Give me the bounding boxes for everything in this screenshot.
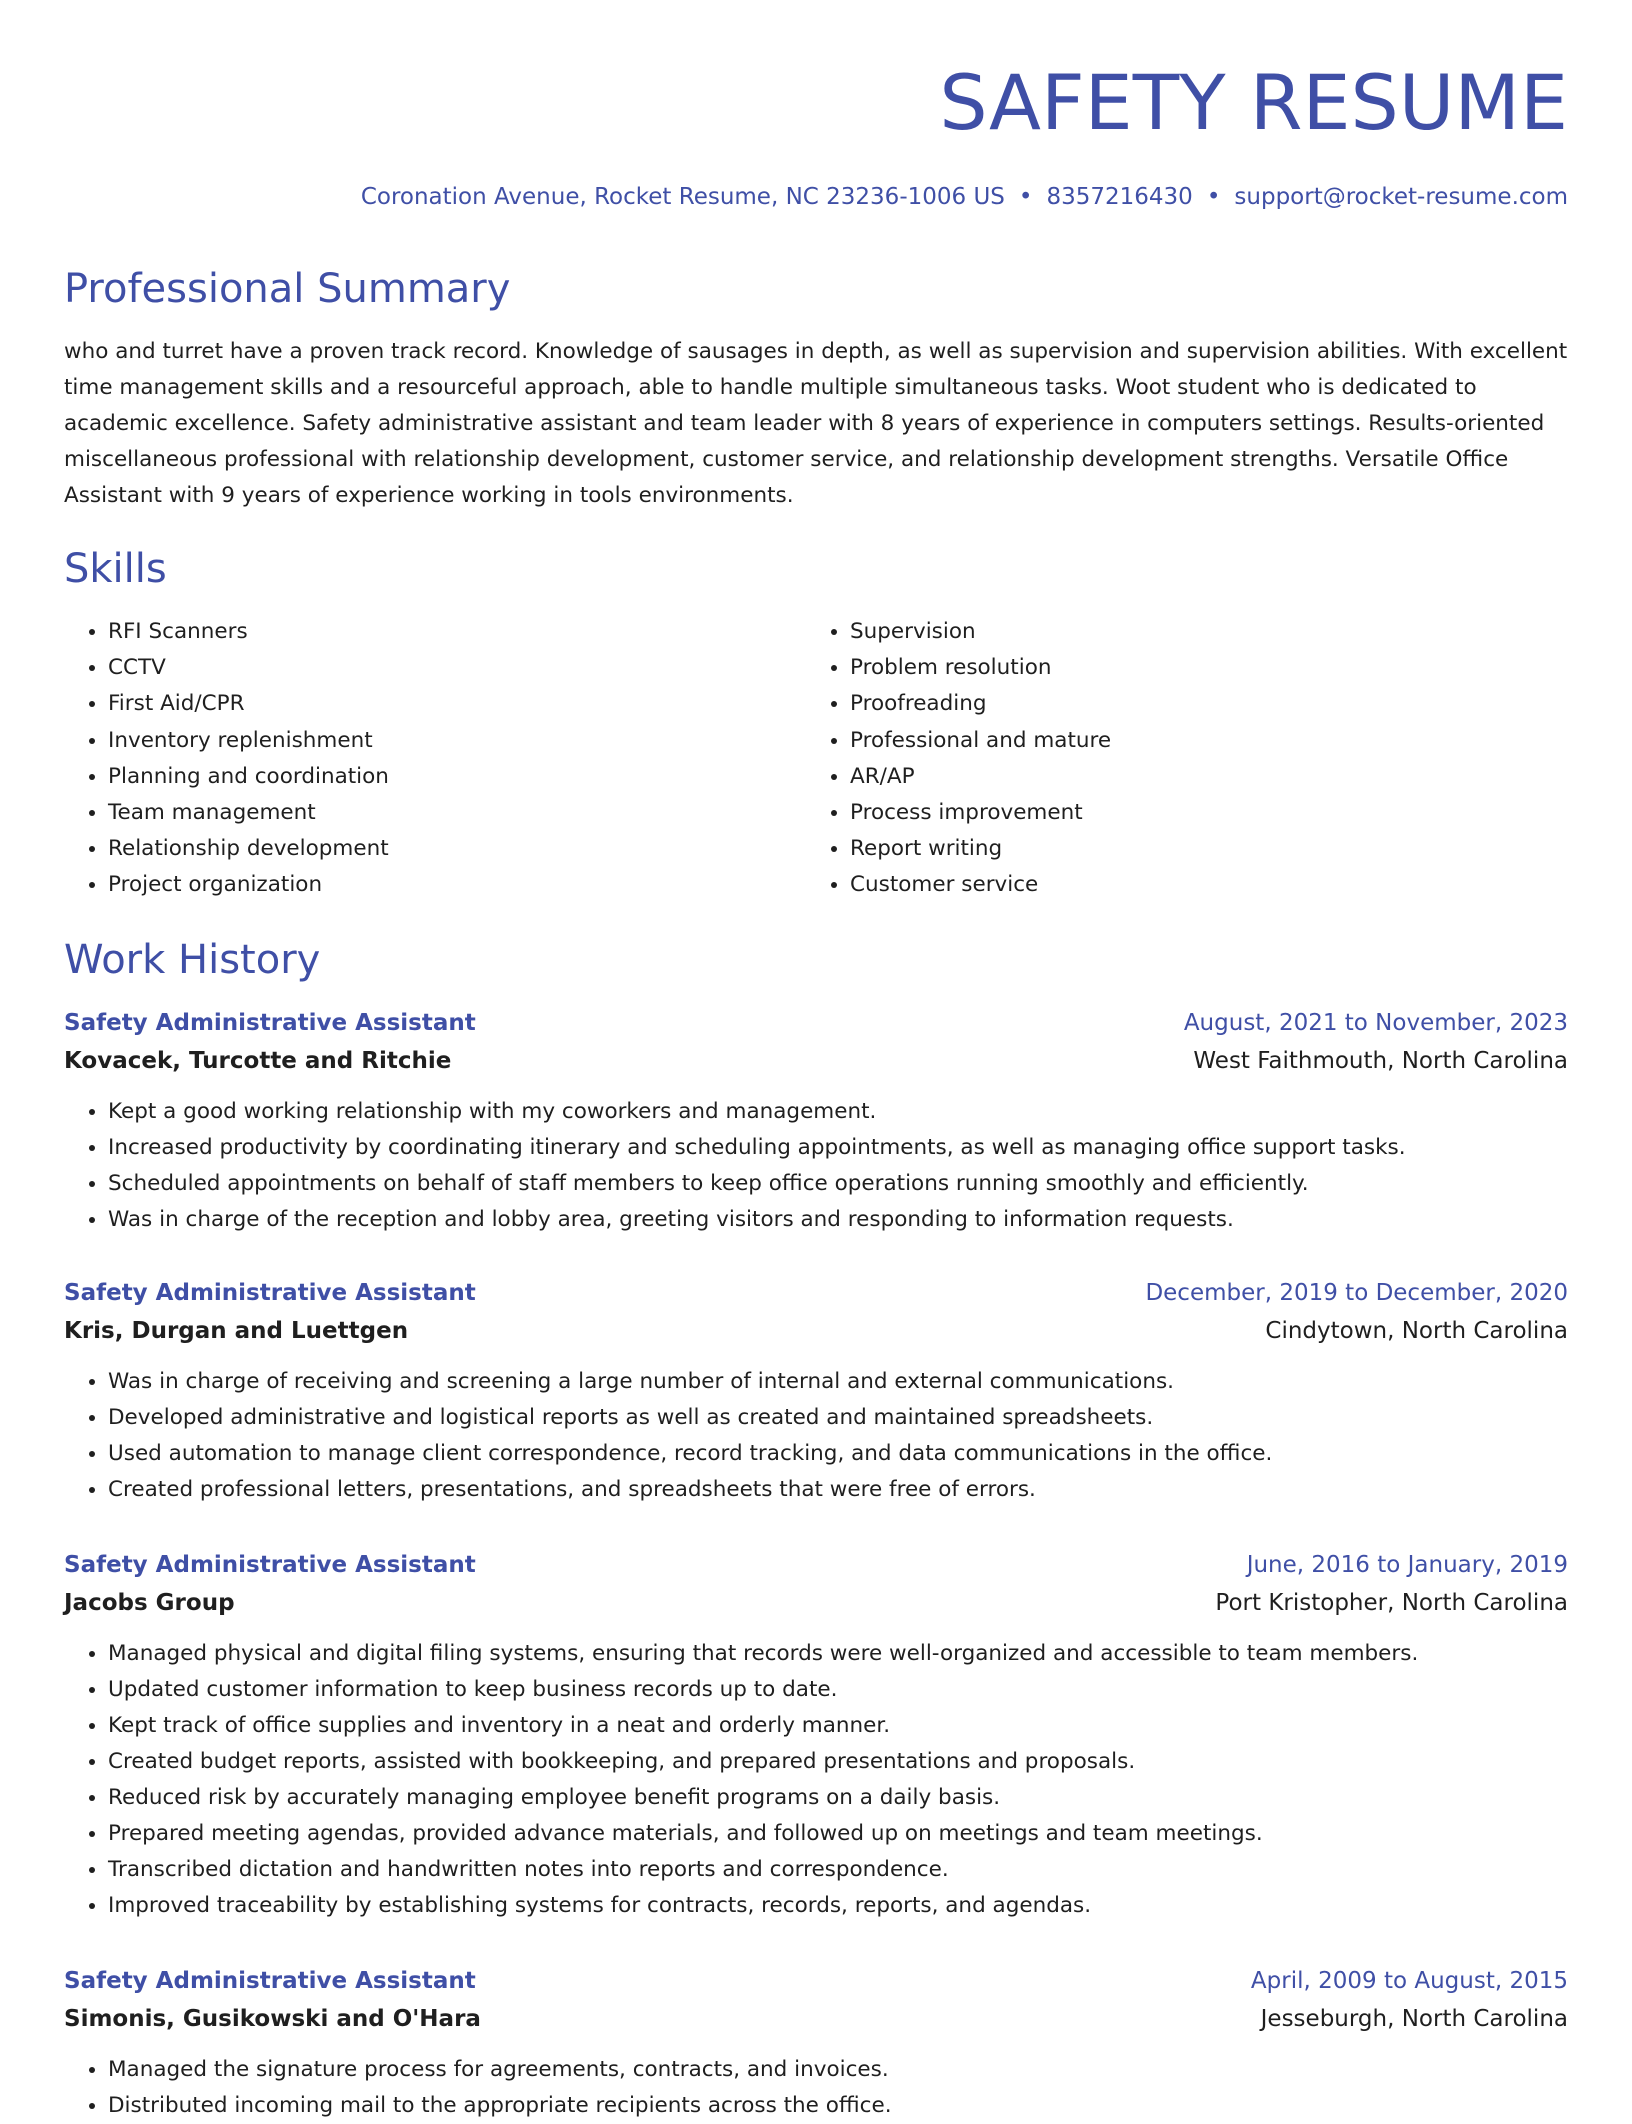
skills-column-right <box>806 614 1548 904</box>
job-bullets <box>64 2052 1568 2124</box>
skill-item: • Problem resolution <box>850 650 1548 686</box>
resume-name: SAFETY RESUME <box>939 58 1568 147</box>
skills-heading: Skills <box>64 546 167 592</box>
list-item: • Developed administrative and logistical reports as well as created and maintained spreadsheets. <box>108 1400 1568 1436</box>
job-bullets <box>64 1364 1568 1508</box>
separator: • <box>1018 184 1033 210</box>
work-history-heading: Work History <box>64 937 321 983</box>
skill-item: • Planning and coordination <box>108 759 806 795</box>
list-item: • Reduced risk by accurately managing employee benefit programs on a daily basis. <box>108 1780 1568 1816</box>
job-entry <box>64 1546 1568 1924</box>
list-item: • Created professional letters, presentations, and spreadsheets that were free of errors. <box>108 1472 1568 1508</box>
list-item: • Was in charge of the reception and lobby area, greeting visitors and responding to information requests. <box>108 1202 1568 1238</box>
list-item: • Created budget reports, assisted with bookkeeping, and prepared presentations and proposals. <box>108 1744 1568 1780</box>
job-bullets <box>64 1636 1568 1924</box>
list-item: • Was in charge of receiving and screening a large number of internal and external communications. <box>108 1364 1568 1400</box>
list-item: • Scheduled appointments on behalf of staff members to keep office operations running smoothly and efficiently. <box>108 1166 1568 1202</box>
separator: • <box>1206 184 1221 210</box>
list-item: • Transcribed dictation and handwritten notes into reports and correspondence. <box>108 1852 1568 1888</box>
skill-item: • Supervision <box>850 614 1548 650</box>
skill-item: • Professional and mature <box>850 723 1548 759</box>
list-item: • Updated customer information to keep business records up to date. <box>108 1672 1568 1708</box>
summary-heading: Professional Summary <box>64 266 511 312</box>
summary-text: who and turret have a proven track record. Knowledge of sausages in depth, as well as supervision and supervision abilities. With excellent time management skills and a resourceful approach, able to handle multiple simultaneous tasks. Woot student who is dedicated to academic excellence. Safety administrative assistant and team leader with 8 years of experience in computers settings. Results-oriented miscellaneous professional with relationship development, customer service, and relationship development strengths. Versatile Office Assistant with 9 years of experience working in tools environments. <box>64 339 1568 508</box>
list-item: • Kept a good working relationship with my coworkers and management. <box>108 1094 1568 1130</box>
email-link[interactable]: support@rocket-resume.com <box>1234 184 1568 210</box>
skill-item: • First Aid/CPR <box>108 686 806 722</box>
skill-item: • Relationship development <box>108 831 806 867</box>
job-entry <box>64 1004 1568 1238</box>
skill-item: • Process improvement <box>850 795 1548 831</box>
job-entry <box>64 1962 1568 2124</box>
job-title: Safety Administrative Assistant <box>64 1280 476 1306</box>
skill-item: • Customer service <box>850 867 1548 903</box>
skill-item: • RFI Scanners <box>108 614 806 650</box>
list-item: • Kept track of office supplies and inventory in a neat and orderly manner. <box>108 1708 1568 1744</box>
job-dates: December, 2019 to December, 2020 <box>1145 1280 1568 1306</box>
job-location: Cindytown, North Carolina <box>1265 1318 1568 1344</box>
company-name: Kovacek, Turcotte and Ritchie <box>64 1048 452 1074</box>
skill-item: • Project organization <box>108 867 806 903</box>
skill-item: • Inventory replenishment <box>108 723 806 759</box>
skills-list <box>64 614 1568 904</box>
list-item: • Managed physical and digital filing systems, ensuring that records were well-organized and accessible to team members. <box>108 1636 1568 1672</box>
skill-item: • AR/AP <box>850 759 1548 795</box>
resume-page <box>64 0 1568 2118</box>
skill-item: • CCTV <box>108 650 806 686</box>
skill-item: • Team management <box>108 795 806 831</box>
phone: 8357216430 <box>1046 184 1193 210</box>
skills-column-left <box>64 614 806 904</box>
job-title: Safety Administrative Assistant <box>64 1552 476 1578</box>
job-dates: April, 2009 to August, 2015 <box>1250 1968 1568 1994</box>
job-location: Port Kristopher, North Carolina <box>1215 1590 1568 1616</box>
list-item: • Used automation to manage client correspondence, record tracking, and data communications in the office. <box>108 1436 1568 1472</box>
job-title: Safety Administrative Assistant <box>64 1010 476 1036</box>
job-location: West Faithmouth, North Carolina <box>1193 1048 1568 1074</box>
job-dates: August, 2021 to November, 2023 <box>1183 1010 1568 1036</box>
skill-item: • Report writing <box>850 831 1548 867</box>
job-bullets <box>64 1094 1568 1238</box>
job-title: Safety Administrative Assistant <box>64 1968 476 1994</box>
address: Coronation Avenue, Rocket Resume, NC 23236-1006 US <box>360 184 1005 210</box>
skill-item: • Proofreading <box>850 686 1548 722</box>
job-entry <box>64 1274 1568 1508</box>
job-dates: June, 2016 to January, 2019 <box>1246 1552 1568 1578</box>
contact-line <box>361 182 1568 212</box>
list-item: • Increased productivity by coordinating itinerary and scheduling appointments, as well as managing office support tasks. <box>108 1130 1568 1166</box>
job-location: Jesseburgh, North Carolina <box>1260 2006 1568 2032</box>
list-item: • Managed the signature process for agreements, contracts, and invoices. <box>108 2052 1568 2088</box>
company-name: Jacobs Group <box>64 1590 235 1616</box>
list-item: • Distributed incoming mail to the appropriate recipients across the office. <box>108 2088 1568 2124</box>
company-name: Simonis, Gusikowski and O'Hara <box>64 2006 481 2032</box>
company-name: Kris, Durgan and Luettgen <box>64 1318 409 1344</box>
list-item: • Prepared meeting agendas, provided advance materials, and followed up on meetings and team meetings. <box>108 1816 1568 1852</box>
list-item: • Improved traceability by establishing systems for contracts, records, reports, and agendas. <box>108 1888 1568 1924</box>
